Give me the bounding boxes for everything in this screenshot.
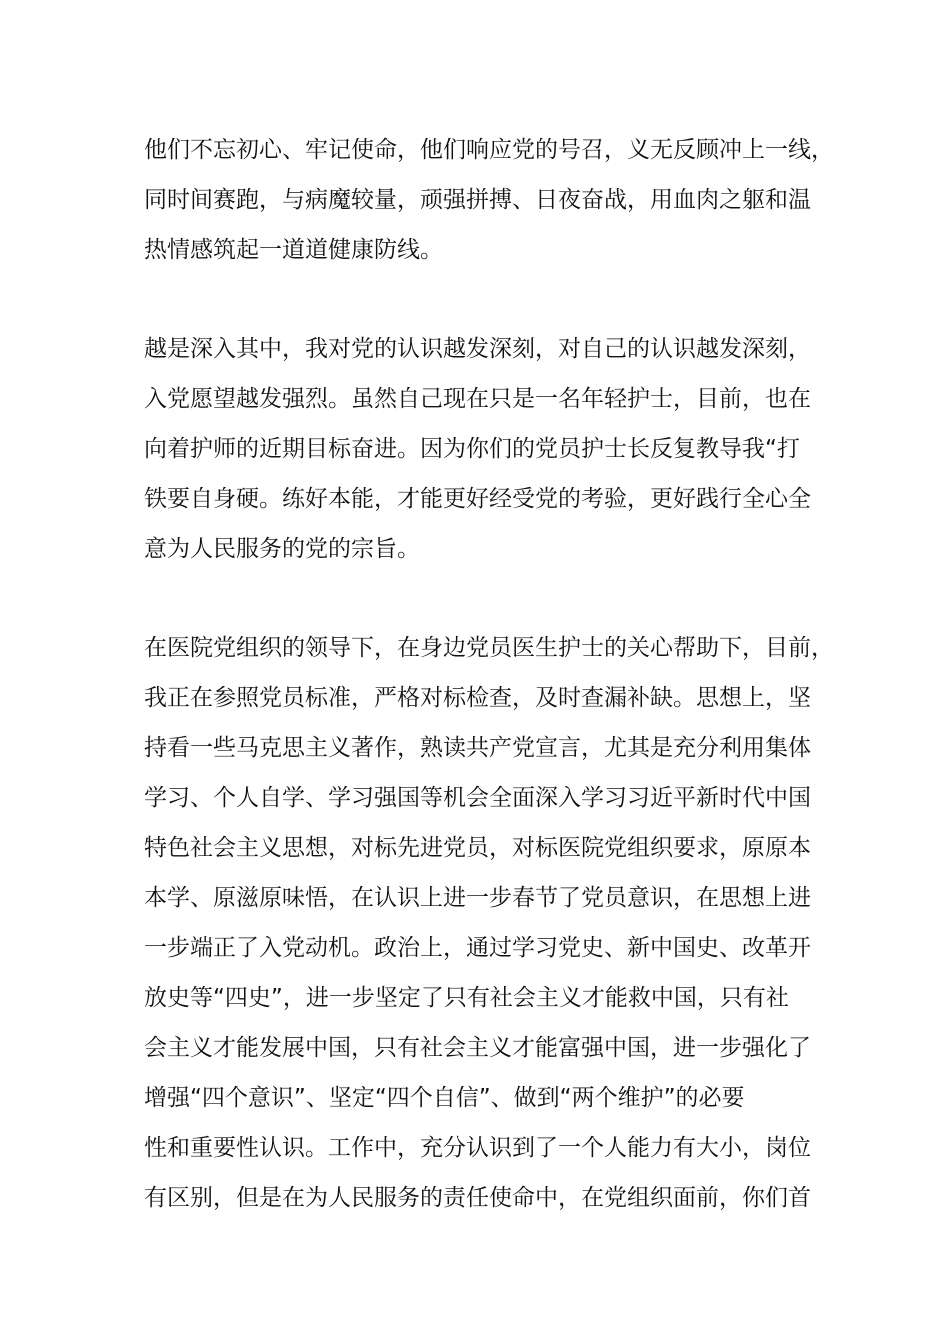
text-line: 会主义才能发展中国，只有社会主义才能富强中国，进一步强化了 — [144, 1035, 811, 1061]
text-line: 学习、个人自学、学习强国等机会全面深入学习习近平新时代中国 — [144, 785, 811, 811]
paragraph-1 — [144, 125, 844, 275]
text-line: 持看一些马克思主义著作，熟读共产党宣言，尤其是充分利用集体 — [144, 735, 811, 761]
text-line: 向着护师的近期目标奋进。因为你们的党员护士长反复教导我“打 — [144, 436, 800, 462]
text-line: 我正在参照党员标准，严格对标检查，及时查漏补缺。思想上，坚 — [144, 685, 811, 711]
text-line: 特色社会主义思想，对标先进党员，对标医院党组织要求，原原本 — [144, 835, 811, 861]
paragraph-2 — [144, 324, 844, 574]
paragraph-3 — [144, 623, 844, 1223]
text-line: 他们不忘初心、牢记使命，他们响应党的号召，义无反顾冲上一线， — [144, 137, 834, 163]
text-line: 性和重要性认识。工作中，充分认识到了一个人能力有大小，岗位 — [144, 1135, 811, 1161]
text-line: 本学、原滋原味悟，在认识上进一步春节了党员意识，在思想上进 — [144, 885, 811, 911]
text-line: 入党愿望越发强烈。虽然自己现在只是一名年轻护士，目前，也在 — [144, 386, 811, 412]
text-line: 热情感筑起一道道健康防线。 — [144, 237, 443, 263]
text-line: 铁要自身硬。练好本能，才能更好经受党的考验，更好践行全心全 — [144, 486, 811, 512]
text-line: 放史等“四史”，进一步坚定了只有社会主义才能救中国，只有社 — [144, 985, 789, 1011]
text-line: 增强“四个意识”、坚定“四个自信”、做到“两个维护”的必要 — [144, 1085, 745, 1111]
text-line: 一步端正了入党动机。政治上，通过学习党史、新中国史、改革开 — [144, 935, 811, 961]
text-line: 在医院党组织的领导下，在身边党员医生护士的关心帮助下，目前， — [144, 635, 834, 661]
text-line: 有区别，但是在为人民服务的责任使命中，在党组织面前，你们首 — [144, 1185, 811, 1211]
text-line: 越是深入其中，我对党的认识越发深刻，对自己的认识越发深刻， — [144, 336, 811, 362]
text-line: 同时间赛跑，与病魔较量，顽强拼搏、日夜奋战，用血肉之躯和温 — [144, 187, 811, 213]
text-line: 意为人民服务的党的宗旨。 — [144, 536, 420, 562]
document-body — [144, 125, 844, 1272]
